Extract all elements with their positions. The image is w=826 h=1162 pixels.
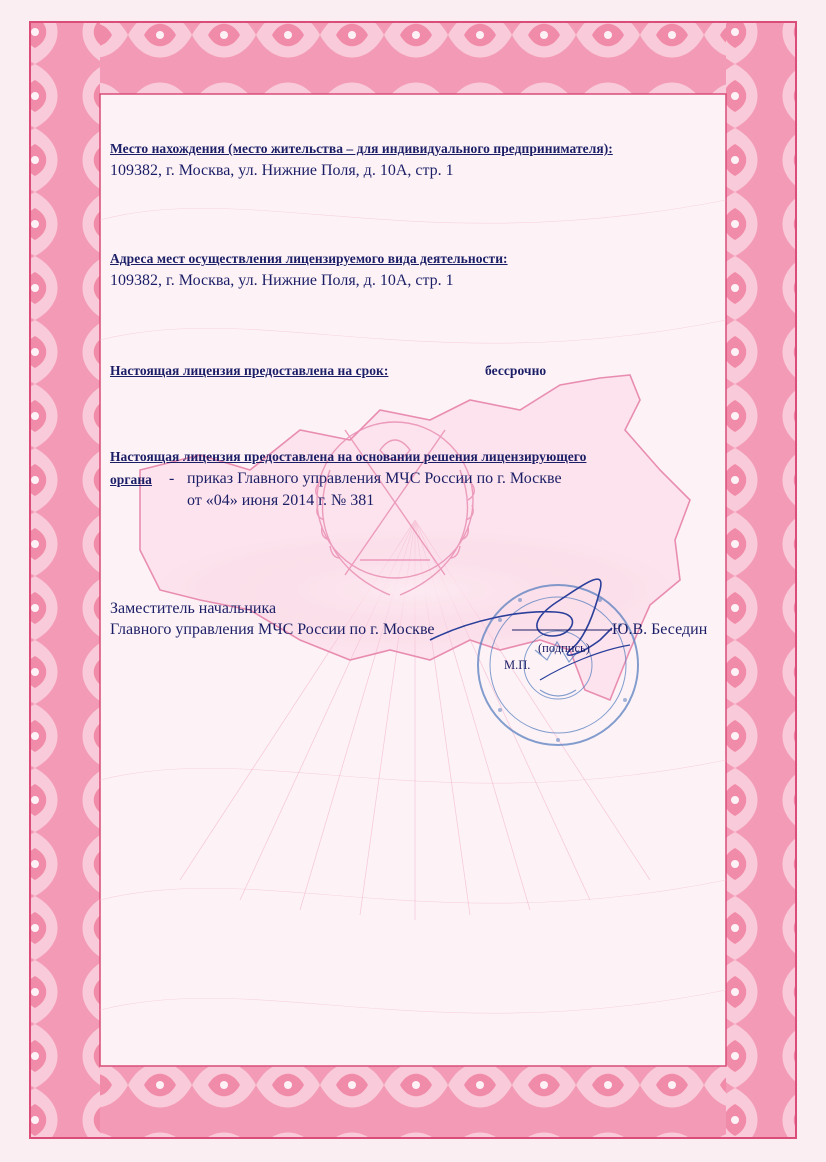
basis-heading-line2: органа [110,472,152,487]
basis-order-line2: от «04» июня 2014 г. № 381 [187,492,375,509]
activity-address-value: 109382, г. Москва, ул. Нижние Поля, д. 10А, стр. 1 [110,272,454,289]
signatory-name: Ю.В. Беседин [612,621,708,638]
location-heading: Место нахождения (место жительства – для индивидуального предпринимателя): [110,141,613,156]
seal-caption: М.П. [504,658,531,672]
term-heading: Настоящая лицензия предоставлена на срок: [110,363,389,378]
activity-address-heading: Адреса мест осуществления лицензируемого вида деятельности: [110,251,508,266]
basis-heading-line1: Настоящая лицензия предоставлена на основании решения лицензирующего [110,449,587,464]
signatory-position-line2: Главного управления МЧС России по г. Москве [110,621,435,638]
signature-caption: (подпись) [538,641,590,655]
term-value: бессрочно [485,363,547,378]
location-value: 109382, г. Москва, ул. Нижние Поля, д. 10А, стр. 1 [110,162,454,179]
basis-order-line1: приказ Главного управления МЧС России по г. Москве [187,470,562,487]
basis-dash: - [169,470,175,487]
signatory-position-line1: Заместитель начальника [110,600,277,617]
